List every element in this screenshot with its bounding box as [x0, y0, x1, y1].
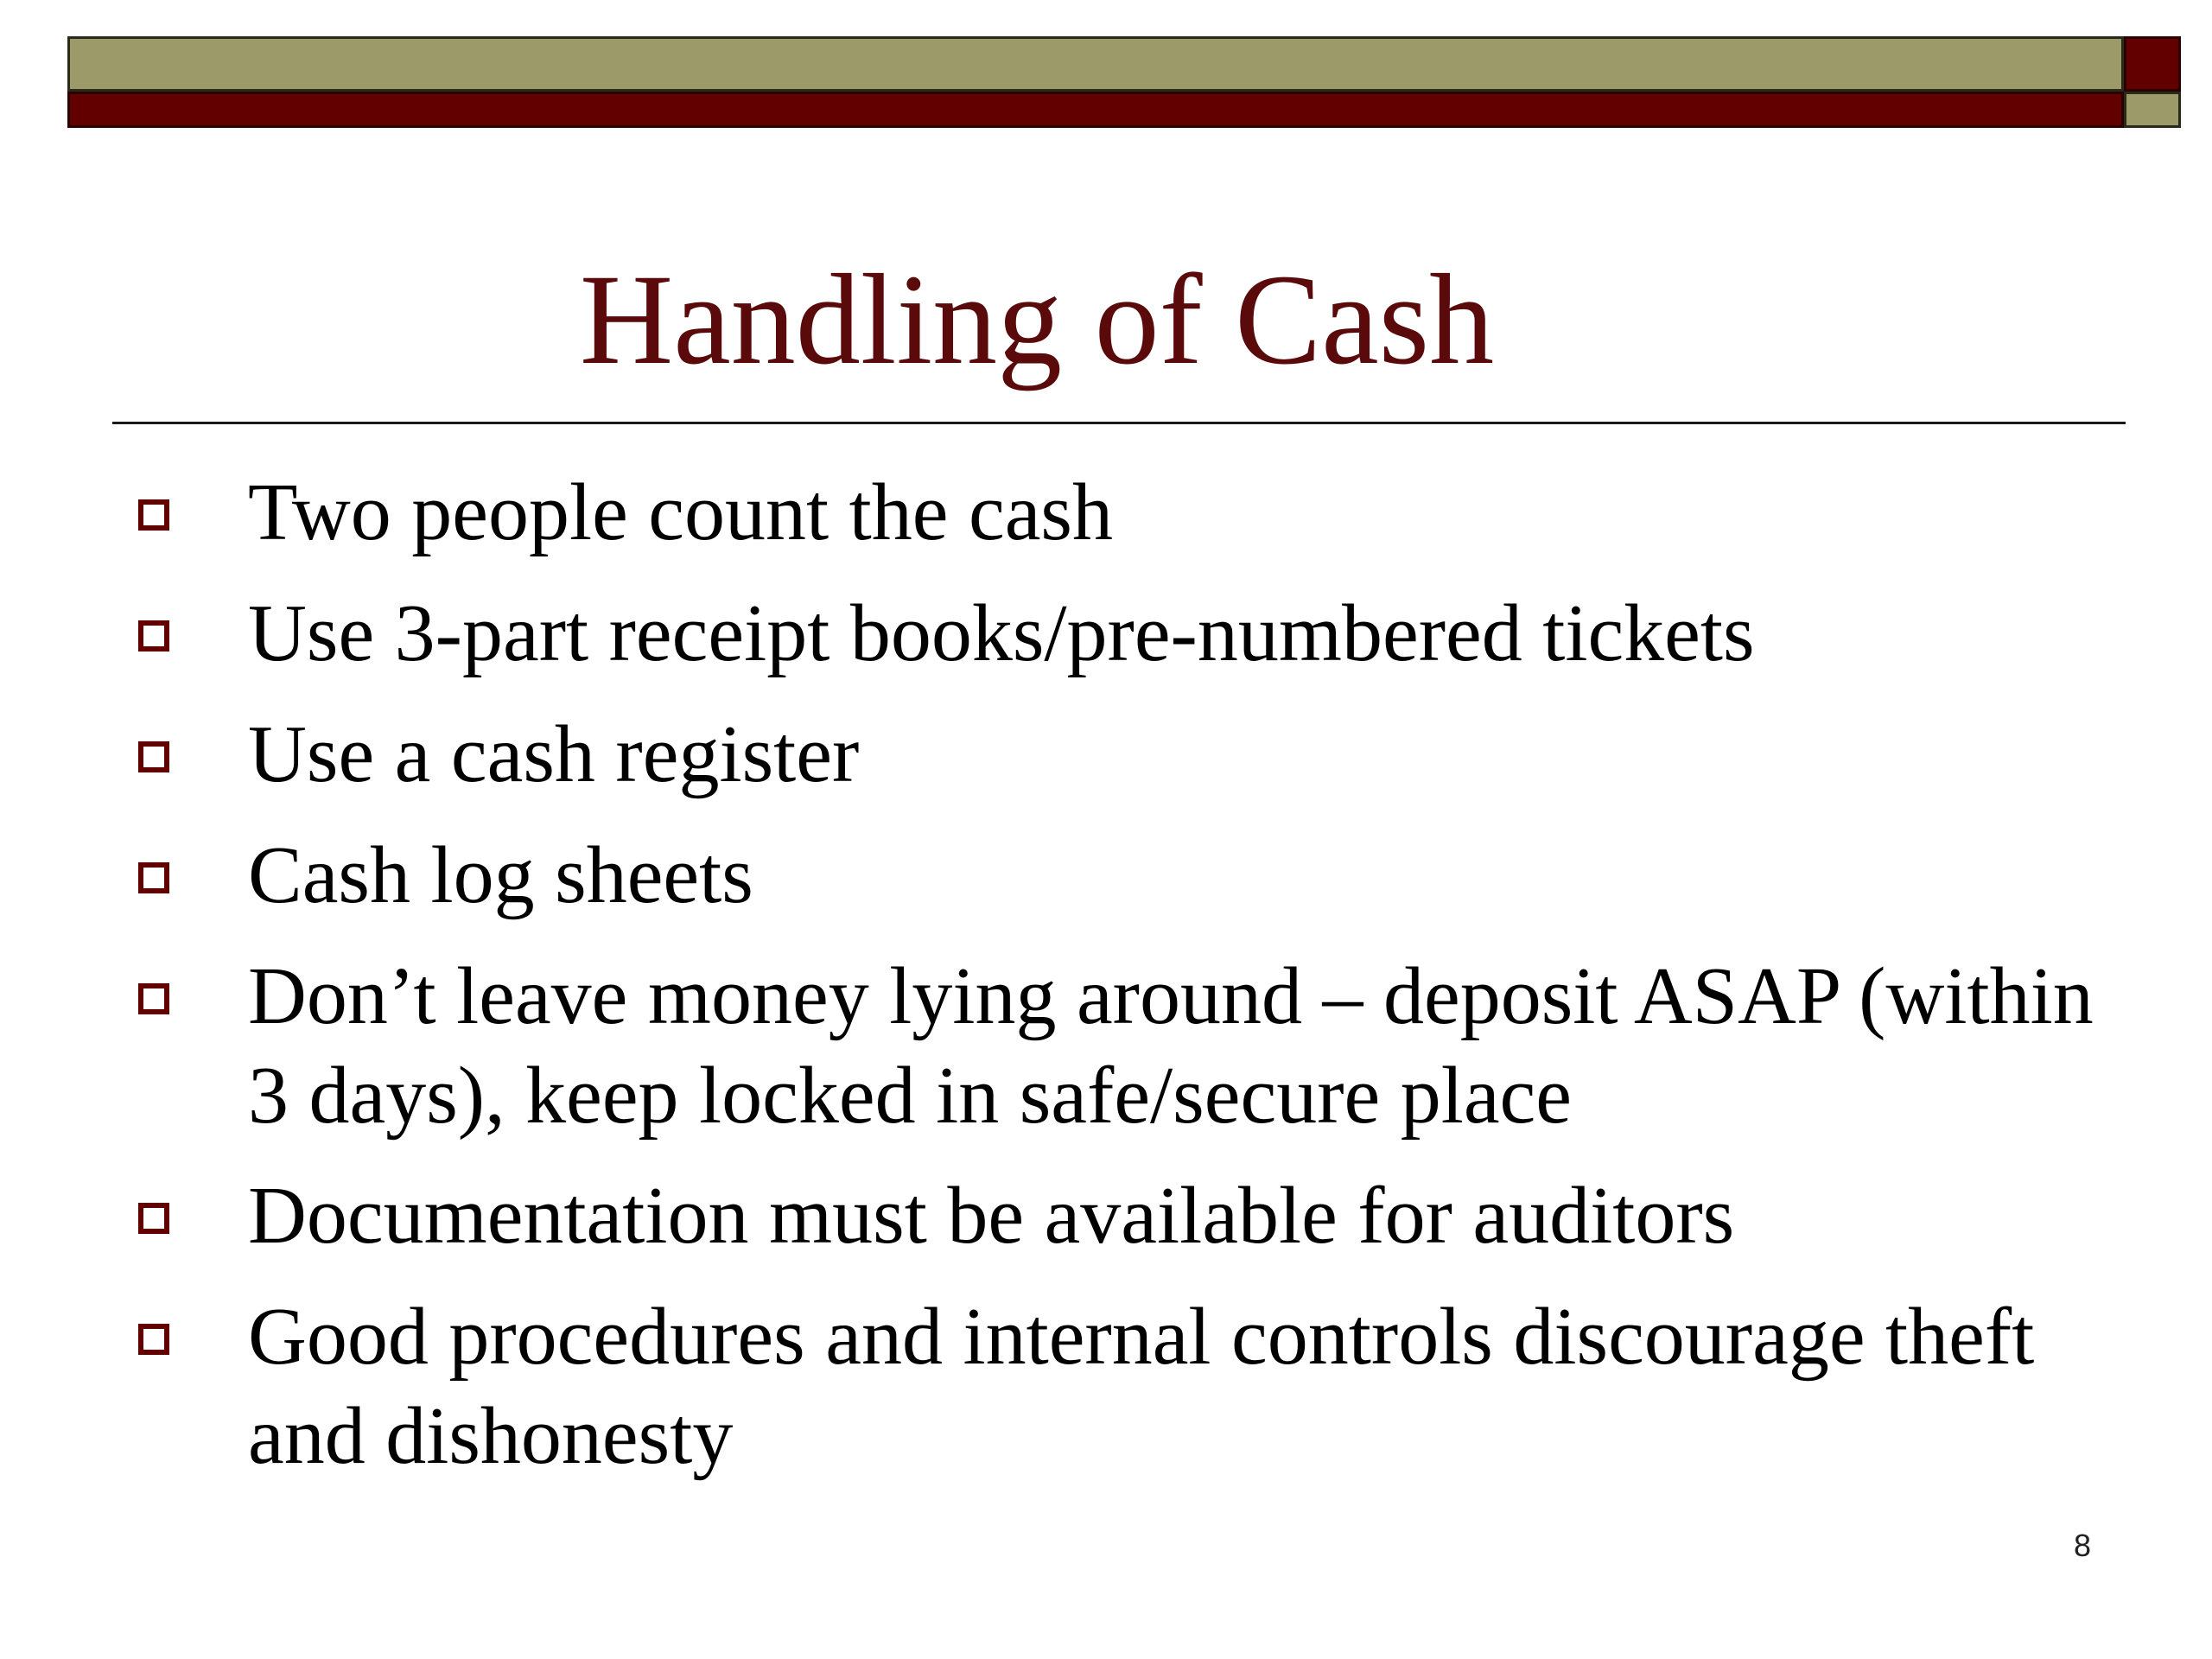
bullet-text: Documentation must be available for auditors	[248, 1171, 1735, 1261]
bullet-text: Cash log sheets	[248, 830, 753, 920]
bullet-text: Use 3-part receipt books/pre-numbered tickets	[248, 588, 1755, 678]
header-corner-olive	[2124, 92, 2181, 128]
header-bar-olive	[67, 36, 2124, 92]
header-bar-maroon	[67, 92, 2124, 128]
hollow-square-icon	[138, 983, 169, 1014]
hollow-square-icon	[138, 1203, 169, 1234]
title-divider	[112, 422, 2126, 424]
header-corner-maroon	[2124, 36, 2181, 92]
bullet-text: Good procedures and internal controls discourage theft and dishonesty	[248, 1292, 2035, 1481]
page-number: 8	[2073, 1528, 2092, 1563]
hollow-square-icon	[138, 499, 169, 531]
bullet-text: Use a cash register	[248, 709, 860, 799]
hollow-square-icon	[138, 862, 169, 893]
hollow-square-icon	[138, 741, 169, 772]
hollow-square-icon	[138, 620, 169, 652]
slide-title: Handling of Cash	[579, 248, 1495, 391]
bullet-text: Don’t leave money lying around – deposit ASAP (within 3 days), keep locked in safe/secure place	[248, 951, 2094, 1141]
hollow-square-icon	[138, 1324, 169, 1355]
bullet-text: Two people count the cash	[248, 467, 1113, 557]
